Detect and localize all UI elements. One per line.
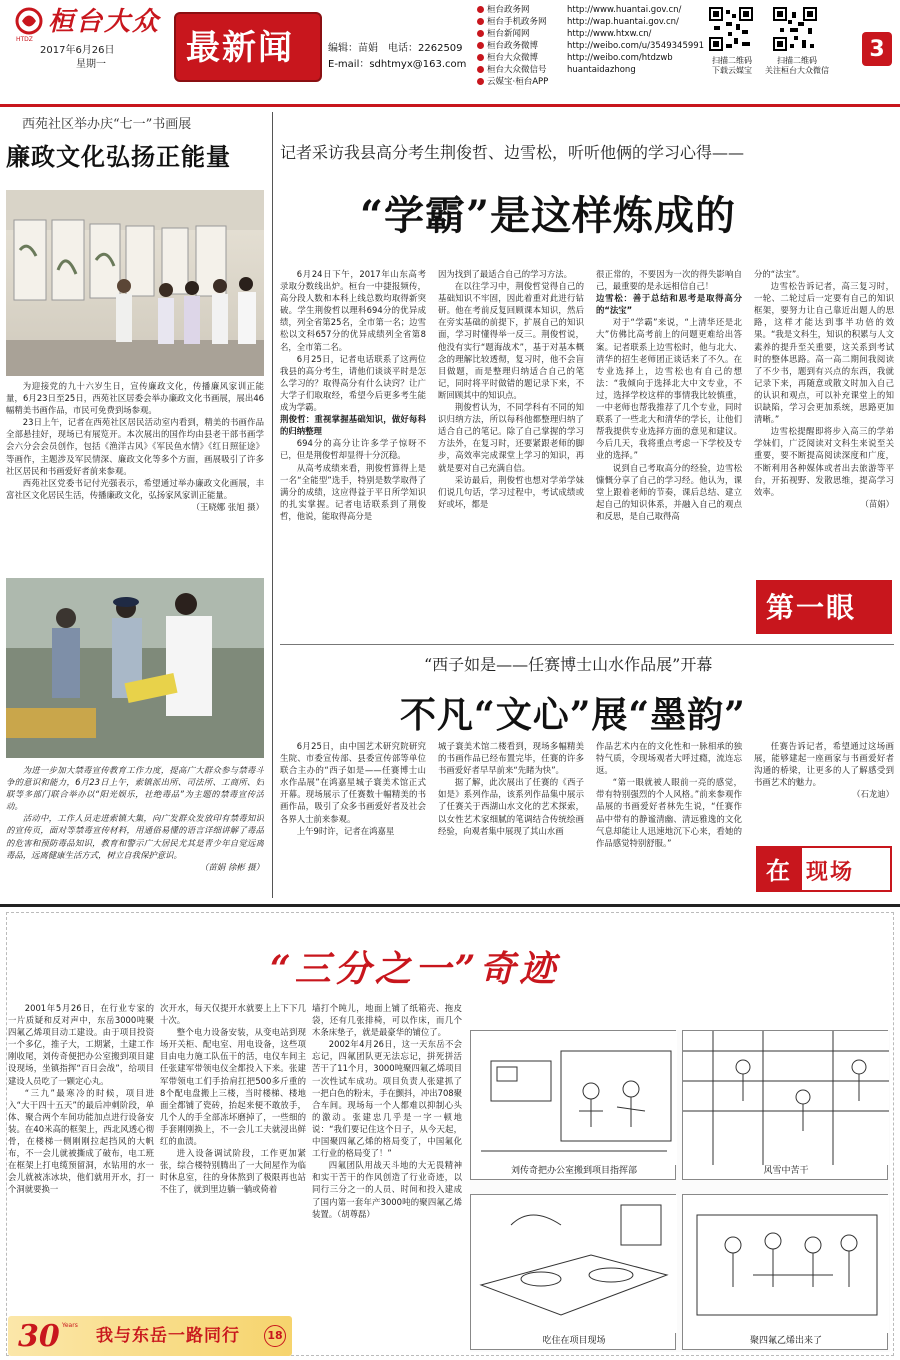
paragraph: 6月25日，记者电话联系了这两位我县的高分考生，请他们谈谈平时是怎么学习的？取得高分有什么诀窍？让广大学子们取取经，希望今后更多考生能成为学霸。 bbox=[280, 353, 426, 413]
paragraph: 次开水，每天仅提开水就要上上下下几十次。 bbox=[160, 1003, 306, 1026]
section-divider bbox=[280, 644, 894, 645]
xueba-column bbox=[280, 268, 426, 628]
paragraph: 采访最后，荆俊哲也想对学弟学妹们说几句话，学习过程中，考试成绩或好或坏，都是 bbox=[438, 474, 584, 509]
illustration-1-image bbox=[471, 1031, 677, 1165]
logo-emblem-icon bbox=[14, 6, 44, 36]
bullet-icon bbox=[477, 42, 484, 49]
illustration-panel bbox=[470, 1030, 890, 1352]
paragraph: “三九”最寒冷的时候，项目进入“大干四十五天”的最后冲刺阶段，单体、聚合两个车间功能加点进行设备安装。在40米高的框架上，西北风透心彻骨，在楼梯一侧刚刚拉起挡风的大帆布，不一会儿就被撕成了破布，电工班在框架上打电缆预留洞，水钻用的水一会儿就被冻冰块，他们就用开水，打一个洞就要换一 bbox=[8, 1087, 154, 1195]
masthead-link-row[interactable] bbox=[477, 52, 673, 64]
subheading: 荆俊哲：重视掌握基础知识，做好每科的归纳整理 bbox=[280, 414, 426, 437]
bottom-section-rule bbox=[0, 904, 900, 907]
qr-code-icon bbox=[708, 6, 754, 52]
paragraph: 为进一步加大禁毒宣传教育工作力度，提高广大群众参与禁毒斗争的意识和能力，6月23日上午，索镇派出所、司法所、工商所、妇联等多部门联合举办以“阳光娱乐，社绝毒品”为主题的禁毒宣传活动。 bbox=[6, 765, 264, 812]
logo bbox=[14, 4, 164, 43]
qr-code-2 bbox=[772, 6, 818, 52]
drug-campaign-photo-image bbox=[6, 578, 264, 758]
xueba-column bbox=[438, 268, 584, 628]
masthead-link-row[interactable] bbox=[477, 76, 567, 88]
paragraph: 6月25日，由中国艺术研究院研究生院、市委宣传部、县委宣传部等单位联合主办的“西子如是——任赛博士山水作品展”在鸿嘉星城子寰美术馆正式开幕。现场展示了任赛数十幅精美的书画作品，吸引了众多书画爱好者及社会各界人士前来参观。 bbox=[280, 741, 426, 824]
paragraph: 边雪松提醒即将步入高三的学弟学妹们，广泛阅读对文科生来说至关重要，要不断提高阅读深度和广度，不断利用各种媒体或者出去旅游等平台，开拓视野、发散思维，提高学习效率。 bbox=[754, 426, 894, 497]
link-url[interactable]: http://weibo.com/u/3549345991 bbox=[567, 41, 705, 51]
link-url[interactable]: http://www.huantai.gov.cn/ bbox=[567, 5, 682, 15]
subheading: 边雪松：善于总结和思考是取得高分的“法宝” bbox=[596, 293, 742, 316]
third-column bbox=[8, 1002, 154, 1308]
masthead-link-row[interactable] bbox=[477, 16, 679, 28]
illustration-caption-1: 刘传奇把办公室搬到项目指挥部 bbox=[510, 1166, 637, 1176]
third-column bbox=[160, 1002, 306, 1308]
illustration-2 bbox=[682, 1030, 888, 1180]
masthead-link-row[interactable] bbox=[477, 40, 704, 52]
xueba-column bbox=[754, 268, 894, 628]
tag-first-look-text: 第一眼 bbox=[766, 591, 857, 624]
paragraph: 边雪松告诉记者，高三复习时，一轮、二轮过后一定要有自己的知识框架，要努力让自己靠近出题人的思路，这样才能达到事半功倍的效果。“我是文科生，知识的积累与人文素养的提升至关重要，这关系到考试时的整体思路。高一高二期间我阅读了不少书，题到有兴点的东西，我就记录下来，再随意或散文时加入自己的认识和观点，可以补充课堂上的知识缺陷，学习会更加系统，思路更加清晰。” bbox=[754, 281, 894, 425]
link-name: 桓台大众微信号 bbox=[487, 65, 547, 75]
masthead-link-row[interactable] bbox=[477, 4, 681, 16]
paragraph: 任赛告诉记者，希望通过这场画展，能够建起一座画家与书画爱好者沟通的桥梁，让更多的人了解感受到书画艺术的魅力。 bbox=[754, 741, 894, 788]
photo-credit: （苗娟 徐彬 摄） bbox=[200, 861, 264, 872]
exhibition-photo bbox=[6, 190, 264, 376]
byline: （苗娟） bbox=[860, 498, 894, 509]
paragraph: 从高考成绩来看，荆俊哲算得上是一名“全能型”选手，特别是数学取得了满分的成绩，这应得益于平日所学知识的扎实掌握。记者电话联系到了荆俊哲，他说，能取得高分是 bbox=[280, 462, 426, 521]
illustration-2-image bbox=[683, 1031, 889, 1165]
column-divider bbox=[272, 112, 273, 898]
bullet-icon bbox=[477, 66, 484, 73]
paragraph: 四氟团队用战天斗地的大无畏精神和实干苦干的作风创造了行业奇迹，以同行三分之一的人员、时间和投入建成了国内第一套年产3000吨的聚四氟乙烯装置。（胡尊磊） bbox=[312, 1160, 462, 1219]
qr-code-icon bbox=[772, 6, 818, 52]
tag-on-site bbox=[756, 846, 892, 892]
qr-code-1 bbox=[708, 6, 754, 52]
illustration-4-image bbox=[683, 1195, 889, 1333]
illustration-4 bbox=[682, 1194, 888, 1350]
photo-credit: （王晓娜 张旭 摄） bbox=[191, 501, 264, 512]
paragraph: 很正常的，不要因为一次的得失影响自己，最重要的是永远相信自己！ bbox=[596, 269, 742, 292]
illustration-3-image bbox=[471, 1195, 677, 1333]
banner-30: 30 bbox=[18, 1319, 60, 1354]
link-name: 桓台手机政务网 bbox=[487, 17, 547, 27]
section-title: 最新闻 bbox=[186, 28, 294, 68]
paragraph: 整个电力设备安装，从变电站到现场开关柜、配电室、用电设备，这些项目由电力施工队伍干的活，电仪车间主任张建军带领电仪全都投入下来。张建军带领电工们手抬肩扛把500多斤重的8个配电盘搬上三楼，当时楼梯、楼地面全都铺了瓷砖，抬起来便不敢放手，几个人的手全部冻坏磨掉了，一些细的手套刚刚换上，不一会儿工夫就浸出鲜红的血渍。 bbox=[160, 1027, 306, 1147]
tag-on-site-text: 在现场 bbox=[766, 856, 855, 885]
byline: （石龙迪） bbox=[852, 789, 894, 800]
paragraph: “第一眼就被人眼前一亮的感觉，带有特别强烈的个人风格。”前来参观作品展的书画爱好者林先生说，“任赛作品中带有的静谧清幽、清远雅逸的文化气息却能让人迅速地沉下心来，看她的作品感觉特别舒服。” bbox=[596, 777, 742, 848]
drug-campaign-photo bbox=[6, 578, 264, 758]
third-column bbox=[312, 1002, 462, 1308]
bullet-icon bbox=[477, 6, 484, 13]
paragraph: 墙打个盹儿，地面上铺了纸箱壳、拖皮袋，还有几张排椅，可以作床，而几个木条床垫子，就是最豪华的铺位了。 bbox=[312, 1003, 462, 1038]
link-name: 桓台政务微博 bbox=[487, 41, 539, 51]
bullet-icon bbox=[477, 54, 484, 61]
paragraph: 荆俊哲认为，不同学科有不同的知识归纳方法，所以每科他都整理归纳了适合自己的笔记。除了自己掌握的学习方法外，在复习时，还要紧跟老师的脚步，高效率完成课堂上学习的知识，再就是要对自己充满自信。 bbox=[438, 402, 584, 473]
paragraph: 城子寰美术馆二楼看到，现场多幅精美的书画作品已经布置完毕，任赛的许多书画爱好者早早前来“先睹为快”。 bbox=[438, 741, 584, 776]
editor-line: 编辑：苗娟 电话：2262509 bbox=[328, 43, 463, 54]
paragraph: 23日上午，记者在西苑社区居民活动室内看到，精美的书画作品全部悬挂好，现场已有展览开。本次展出的国作均由县老干部书画学会六分会会员创作，包括《渔洋古风》《军民鱼水情》《红日照征途》等画作，主题涉及军民情深、廉政文化等多个方面，画展吸引了许多社区居民和书画爱好者前来参观。 bbox=[6, 417, 264, 476]
xueba-headline: “学霸”是这样炼成的 bbox=[360, 192, 737, 239]
paragraph: 2002年4月26日，这一天东岳不会忘记，四氟团队更无法忘记，拼死拼活苦干了11个月，3000吨聚四氟乙烯项目一次性试车成功。项目负责人张建抓了一把白色的粉末，手在颤抖，冲出708聚合车间。现场每一个人都难以抑制心头的激动。张建忠几乎是一字一顿地说：“我们要记住这个日子，从今天起，中国聚四氟乙烯的格局变了，中国氟化工行业的格局变了！” bbox=[312, 1039, 462, 1159]
left-story1-headline: 廉政文化弘扬正能量 bbox=[6, 142, 231, 171]
issue-weekday: 星期一 bbox=[76, 59, 106, 70]
bullet-icon bbox=[477, 78, 484, 85]
paragraph: 因为找到了最适合自己的学习方法。 bbox=[438, 269, 572, 279]
link-url[interactable]: huantaidazhong bbox=[567, 65, 636, 75]
link-name: 桓台政务网 bbox=[487, 5, 530, 15]
art-column bbox=[596, 740, 742, 890]
xueba-column bbox=[596, 268, 742, 628]
paragraph: 为迎接党的九十六岁生日，宣传廉政文化，传播廉风家训正能量，6月23日至25日，西苑社区居委会举办廉政文化书画展，展出46幅精美书画作品，市民可免费到场参观。 bbox=[6, 381, 264, 416]
paragraph: 活动中，工作人员走进索镇大集，向广发群众发放印有禁毒知识的宣传页，面对等禁毒宣传材料，用通俗易懂的语言详细讲解了毒品的危害和预防毒品知识，教育和警示广大居民尤其是青少年自觉远离毒品，远离健康生活方式，树立自我保护意识。 bbox=[6, 813, 264, 860]
illustration-caption-4: 聚四氟乙烯出来了 bbox=[749, 1336, 822, 1346]
left-story1-kicker: 西苑社区举办庆“七一”书画展 bbox=[22, 117, 192, 132]
masthead bbox=[0, 0, 900, 100]
art-column bbox=[280, 740, 426, 890]
link-url[interactable]: http://weibo.com/htdzwb bbox=[567, 53, 673, 63]
banner-number: 18 bbox=[267, 1329, 283, 1342]
paragraph: 作品艺术内在的文化性和一脉相承的独特气质，令现场观者大呼过瘾，流连忘返。 bbox=[596, 741, 742, 776]
masthead-rule bbox=[0, 104, 900, 107]
link-name: 云媒宝·桓台APP bbox=[487, 77, 549, 87]
link-name: 桓台大众微博 bbox=[487, 53, 539, 63]
bullet-icon bbox=[477, 30, 484, 37]
illustration-caption-2: 风雪中苦干 bbox=[763, 1166, 809, 1176]
issue-date: 2017年6月26日 bbox=[40, 45, 115, 56]
tag-first-look bbox=[756, 580, 892, 634]
banner-text: 我与东岳一路同行 bbox=[96, 1326, 240, 1346]
link-url[interactable]: http://www.htxw.cn/ bbox=[567, 29, 652, 39]
paragraph: 说到自己考取高分的经验，边雪松慷慨分享了自己的学习经。他认为，课堂上跟着老师的节奏，课后总结、建立起自己的知识体系，并融入自己的观点和反思，是自己取得高 bbox=[596, 462, 742, 521]
email-line: E-mail：sdhtmyx@163.com bbox=[328, 59, 467, 70]
link-name: 桓台新闻网 bbox=[487, 29, 530, 39]
illustration-1 bbox=[470, 1030, 676, 1180]
paragraph: 据了解，此次展出了任赛的《西子如是》系列作品，该系列作品集中展示了任赛关于西湖山水文化的艺术探索，以女性艺术家细腻的笔调结合传统绘画经验，向观者集中展现了其山水画 bbox=[438, 777, 584, 836]
paragraph: 进入设备调试阶段，工作更加紧张，综合楼特别腾出了一大间屋作为临时休息室，往的身体熬到了极限再也站不住了，就到里边躺一躺或倚着 bbox=[160, 1148, 306, 1195]
paragraph: 2001年5月26日，在行业专家的一片质疑和反对声中，东岳3000吨聚四氟乙烯项目动工建设。由于项目投资一个多亿，推子大，工期紧，土建工作刚收尾，刘传奇便把办公室搬到项目建设现场，坐镇指挥“百日会战”，给项目建设人员吃了一颗定心丸。 bbox=[8, 1003, 154, 1086]
illustration-3 bbox=[470, 1194, 676, 1350]
art-headline: 不凡“文心”展“墨韵” bbox=[400, 694, 746, 736]
paragraph: 西苑社区党委书记付光强表示，希望通过举办廉政文化画展，丰富社区文化居民生活，传播廉政文化，弘扬家风家训正能量。 bbox=[6, 477, 264, 500]
third-headline: “三分之一”奇迹 bbox=[270, 948, 560, 990]
exhibition-photo-image bbox=[6, 190, 264, 376]
paragraph: 分的“法宝”。 bbox=[754, 269, 805, 279]
qr-caption-2: 扫描二维码 关注桓台大众微信 bbox=[765, 56, 829, 75]
anniversary-banner bbox=[8, 1316, 292, 1356]
art-column bbox=[438, 740, 584, 890]
paragraph: 在以往学习中，荆俊哲觉得自己的基础知识不牢固，因此着重对此进行钻研。他在考前反复回顾课本知识，然后在旁实基础的前提下，扩展自己的知识面，学习时懂得举一反三。荆俊哲说，他没有实行“题海战术”，基于对基本概念的理解比较透彻，复习时，他不会盲目做题，而是整理归纳适合自己的笔记，同时将平时做错的题记录下来，不断回顾其中的知识点。 bbox=[438, 281, 584, 400]
paragraph: 6月24日下午，2017年山东高考录取分数线出炉。桓台一中捷报频传，高分段人数和本科上线总数均取得新突破。学生荆俊哲以理科694分的优异成绩，列全省第25名，全市第一名；边雪松以文科657分的优异成绩列全省第8名，全市第二名。 bbox=[280, 269, 426, 352]
bullet-icon bbox=[477, 18, 484, 25]
left-story2-body bbox=[6, 764, 264, 896]
xueba-kicker: 记者采访我县高分考生荆俊哲、边雪松，听听他俩的学习心得—— bbox=[280, 143, 745, 162]
logo-sub: HTDZ bbox=[16, 36, 33, 43]
qr-caption-1: 扫描二维码 下载云媒宝 bbox=[712, 56, 752, 75]
art-kicker: “西子如是——任赛博士山水作品展”开幕 bbox=[424, 655, 713, 674]
masthead-link-row[interactable] bbox=[477, 28, 651, 40]
masthead-link-row[interactable] bbox=[477, 64, 636, 76]
paragraph: 上午9时许，记者在鸿嘉星 bbox=[296, 825, 395, 836]
link-url[interactable]: http://wap.huantai.gov.cn/ bbox=[567, 17, 679, 27]
paragraph: 对于“学霸”来说，“上清华还是北大”仿佛比高考前上的问题更难给出答案。记者联系上边雪松时，他与北大、清华的招生老师团正谈话来了不久。在专业选择上，边雪松也有自己的想法：“我倾向于选择北大中文专业，不过，选择学校这样的事情我比较慎重，一中老师也帮我推荐了几个专业，同时联系了一些北大和清华的学长，让他们帮我提供专业选择方面的意见和建议。今后几天，我将重点考虑一下学校及专业的选择。” bbox=[596, 317, 742, 461]
paragraph: 694分的高分让许多学子惊呀不已，但是荆俊哲却显得十分沉稳。 bbox=[280, 438, 426, 461]
left-story1-body bbox=[6, 380, 264, 566]
page-number: 3 bbox=[869, 37, 885, 62]
logo-text: 桓台大众 bbox=[48, 7, 161, 37]
banner-years: Years bbox=[62, 1322, 78, 1329]
illustration-caption-3: 吃住在项目现场 bbox=[542, 1336, 606, 1346]
